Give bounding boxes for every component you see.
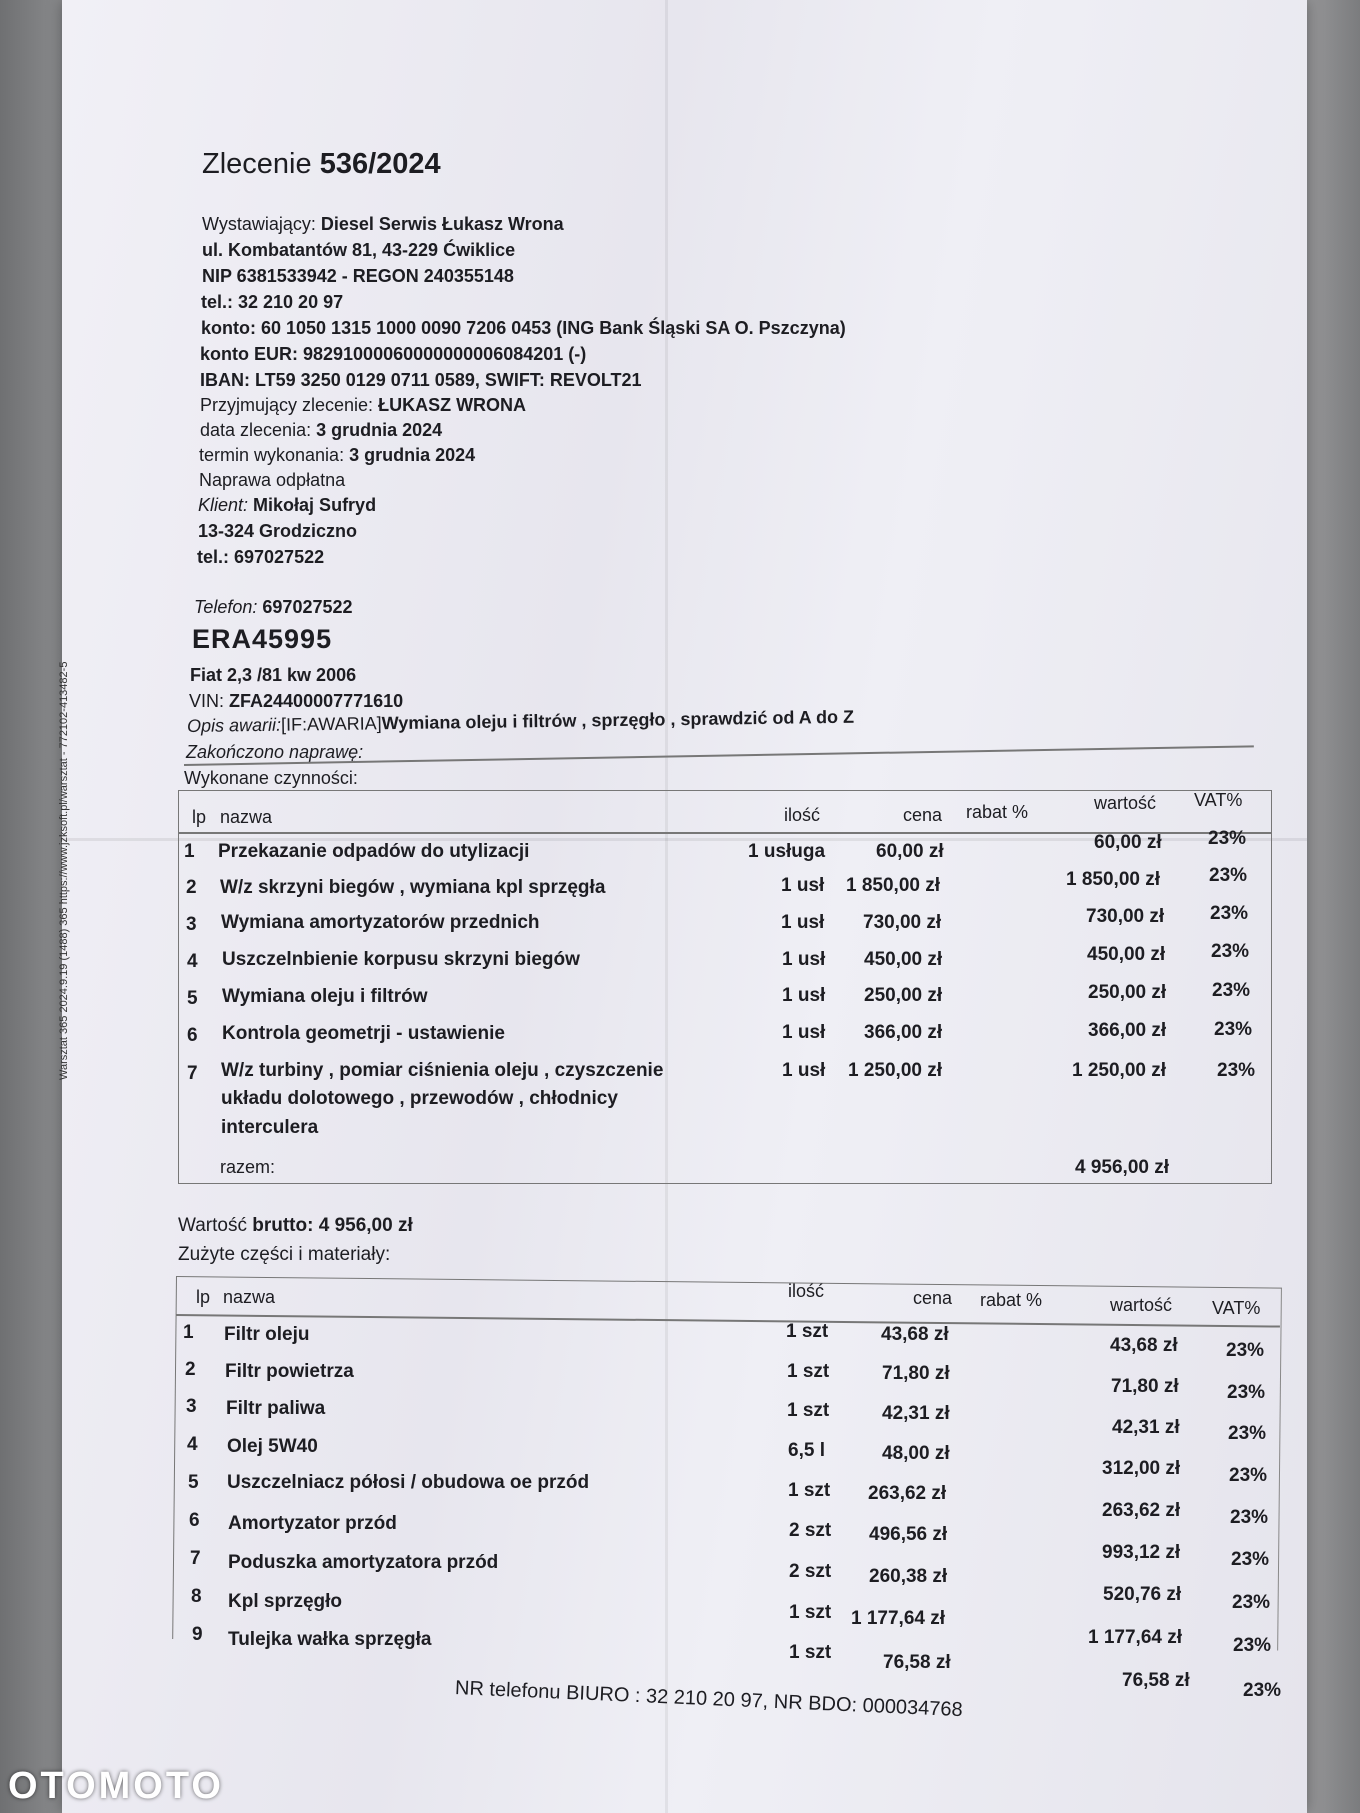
- client-city: 13-324 Grodziczno: [198, 521, 358, 541]
- parts-header-vat: VAT%: [1212, 1298, 1261, 1318]
- parts-header-value: wartość: [1110, 1295, 1173, 1315]
- services-header-discount: rabat %: [966, 802, 1029, 822]
- services-total-label: razem:: [220, 1157, 276, 1177]
- bank-account-eur: konto EUR: 98291000060000000006084201 (-): [200, 344, 587, 364]
- services-header-price: cena: [903, 805, 943, 825]
- services-header-lp: lp: [192, 807, 207, 827]
- office-phone-bdo: NR telefonu BIURO : 32 210 20 97, NR BDO: 000034768: [454, 1677, 964, 1722]
- client-tel: tel.: 697027522: [197, 547, 325, 567]
- parts-header-discount: rabat %: [980, 1290, 1043, 1310]
- deadline: termin wykonania: 3 grudnia 2024: [199, 445, 476, 465]
- services-header-qty: ilość: [784, 805, 821, 825]
- software-side-text: Warsztat 365 2024.9.19 (1488) 365 https://www.jzksoft.pl/warsztat - 772102-413482-5: [58, 661, 70, 1080]
- otomoto-watermark: OTOMOTO: [8, 1765, 224, 1807]
- parts-header-price: cena: [913, 1288, 953, 1308]
- services-header-name: nazwa: [220, 807, 273, 827]
- services-header-vat: VAT%: [1194, 790, 1243, 810]
- bank-account: konto: 60 1050 1315 1000 0090 7206 0453 (ING Bank Śląski SA O. Pszczyna): [201, 318, 846, 338]
- license-plate: ERA45995: [192, 624, 333, 654]
- parts-header-lp: lp: [196, 1287, 211, 1307]
- vehicle-phone: Telefon: 697027522: [194, 597, 353, 617]
- parts-label: Zużyte części i materiały:: [178, 1244, 391, 1265]
- order-date: data zlecenia: 3 grudnia 2024: [200, 420, 443, 440]
- parts-header-name: nazwa: [223, 1287, 276, 1307]
- page-title: Zlecenie 536/2024: [202, 148, 441, 180]
- repair-finished: Zakończono naprawę:: [186, 742, 364, 762]
- services-total-value: 4 956,00 zł: [1075, 1157, 1170, 1178]
- issuer: Wystawiający: Diesel Serwis Łukasz Wrona: [202, 214, 564, 234]
- issuer-address: ul. Kombatantów 81, 43-229 Ćwiklice: [202, 240, 516, 260]
- client: Klient: Mikołaj Sufryd: [198, 495, 377, 515]
- services-label: Wykonane czynności:: [184, 768, 358, 788]
- issuer-tel: tel.: 32 210 20 97: [201, 292, 344, 312]
- gross-value: Wartość brutto: 4 956,00 zł: [178, 1215, 413, 1236]
- vin: VIN: ZFA24400007771610: [189, 691, 404, 711]
- repair-type: Naprawa odpłatna: [199, 470, 346, 490]
- vehicle-model: Fiat 2,3 /81 kw 2006: [190, 665, 357, 685]
- iban: IBAN: LT59 3250 0129 0711 0589, SWIFT: REVOLT21: [200, 370, 642, 390]
- services-header-value: wartość: [1094, 793, 1157, 813]
- nip-regon: NIP 6381533942 - REGON 240355148: [202, 266, 514, 286]
- fault-description: Opis awarii:[IF:AWARIA]Wymiana oleju i filtrów , sprzęgło , sprawdzić od A do Z: [186, 706, 855, 736]
- parts-header-qty: ilość: [788, 1281, 825, 1301]
- receiver: Przyjmujący zlecenie: ŁUKASZ WRONA: [200, 395, 527, 415]
